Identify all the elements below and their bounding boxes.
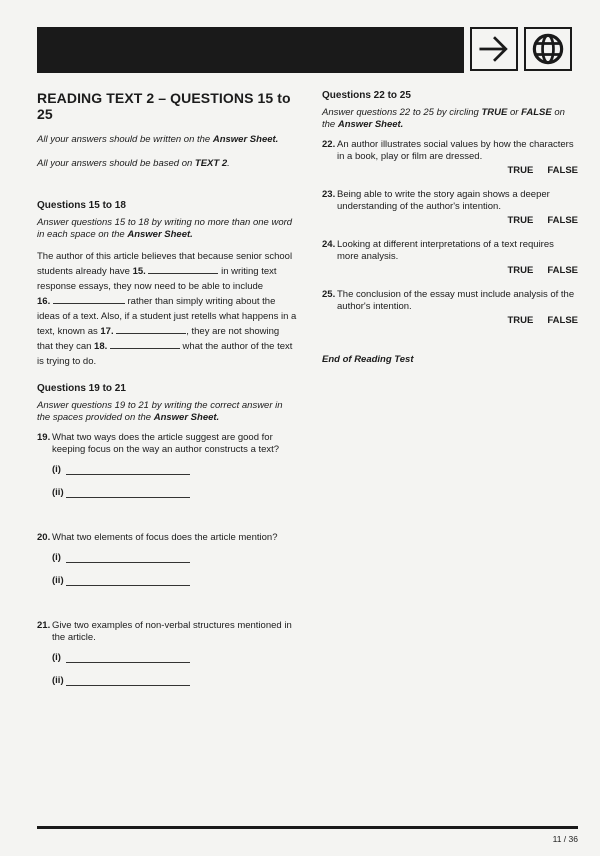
question-19: 19. What two ways does the article suggest are good for keeping focus on the way an author constructs a text?: [37, 432, 280, 455]
true-false-options: TRUE FALSE: [507, 315, 578, 326]
blank-15: [148, 265, 218, 274]
instruction-answer-sheet: All your answers should be written on the Answer Sheet.: [37, 134, 279, 145]
question-22: 22. An author illustrates social values by how the characters in a book, play or film are dressed.: [322, 139, 574, 162]
answer-line: (i): [52, 552, 297, 563]
true-false-options: TRUE FALSE: [507, 215, 578, 226]
globe-icon: [524, 27, 572, 71]
blank-17: [116, 325, 186, 334]
question-24: 24. Looking at different interpretations of a text requires more analysis.: [322, 239, 554, 262]
answer-line: (ii): [52, 487, 297, 498]
answer-line: (ii): [52, 675, 297, 686]
true-false-options: TRUE FALSE: [507, 165, 578, 176]
end-of-test: End of Reading Test: [322, 354, 414, 365]
true-false-options: TRUE FALSE: [507, 265, 578, 276]
answer-line: (i): [52, 652, 297, 663]
left-column: [37, 90, 297, 698]
question-21: 21. Give two examples of non-verbal structures mentioned in the article.: [37, 620, 292, 643]
question-25: 25. The conclusion of the essay must include analysis of the author's intention.: [322, 289, 575, 312]
answer-line: (ii): [52, 575, 297, 586]
questions-22-25-instruction: Answer questions 22 to 25 by circling TRUE or FALSE on the Answer Sheet.: [322, 107, 565, 130]
questions-15-18-heading: Questions 15 to 18: [37, 200, 126, 211]
questions-22-25-heading: Questions 22 to 25: [322, 90, 411, 101]
footer-rule: [37, 826, 578, 829]
question-23: 23. Being able to write the story again shows a deeper understanding of the author's intention.: [322, 189, 550, 212]
section-title: READING TEXT 2 – QUESTIONS 15 to 25: [37, 90, 291, 122]
blank-18: [110, 340, 180, 349]
instruction-text-2: All your answers should be based on TEXT 2.: [37, 158, 230, 169]
answer-line: (i): [52, 464, 297, 475]
cloze-passage: The author of this article believes that because senior school students already have 15. in writing text response essays, they now need to be able to include 16. rather than simply writing about the ideas of a text. Also, if a student just retells what happens in a text, known as 17. , they are not showing that they can 18. what the author of the text is trying to do.: [37, 251, 297, 367]
questions-19-21-heading: Questions 19 to 21: [37, 383, 126, 394]
header-bar: [37, 27, 464, 73]
right-column: [322, 90, 578, 365]
page-number: 11 / 36: [552, 834, 578, 844]
arrow-right-icon: [470, 27, 518, 71]
questions-15-18-instruction: Answer questions 15 to 18 by writing no more than one word in each space on the Answer Sheet.: [37, 217, 293, 240]
blank-16: [53, 295, 125, 304]
questions-19-21-instruction: Answer questions 19 to 21 by writing the correct answer in the spaces provided on the Answer Sheet.: [37, 400, 283, 423]
question-20: 20. What two elements of focus does the article mention?: [37, 532, 278, 543]
